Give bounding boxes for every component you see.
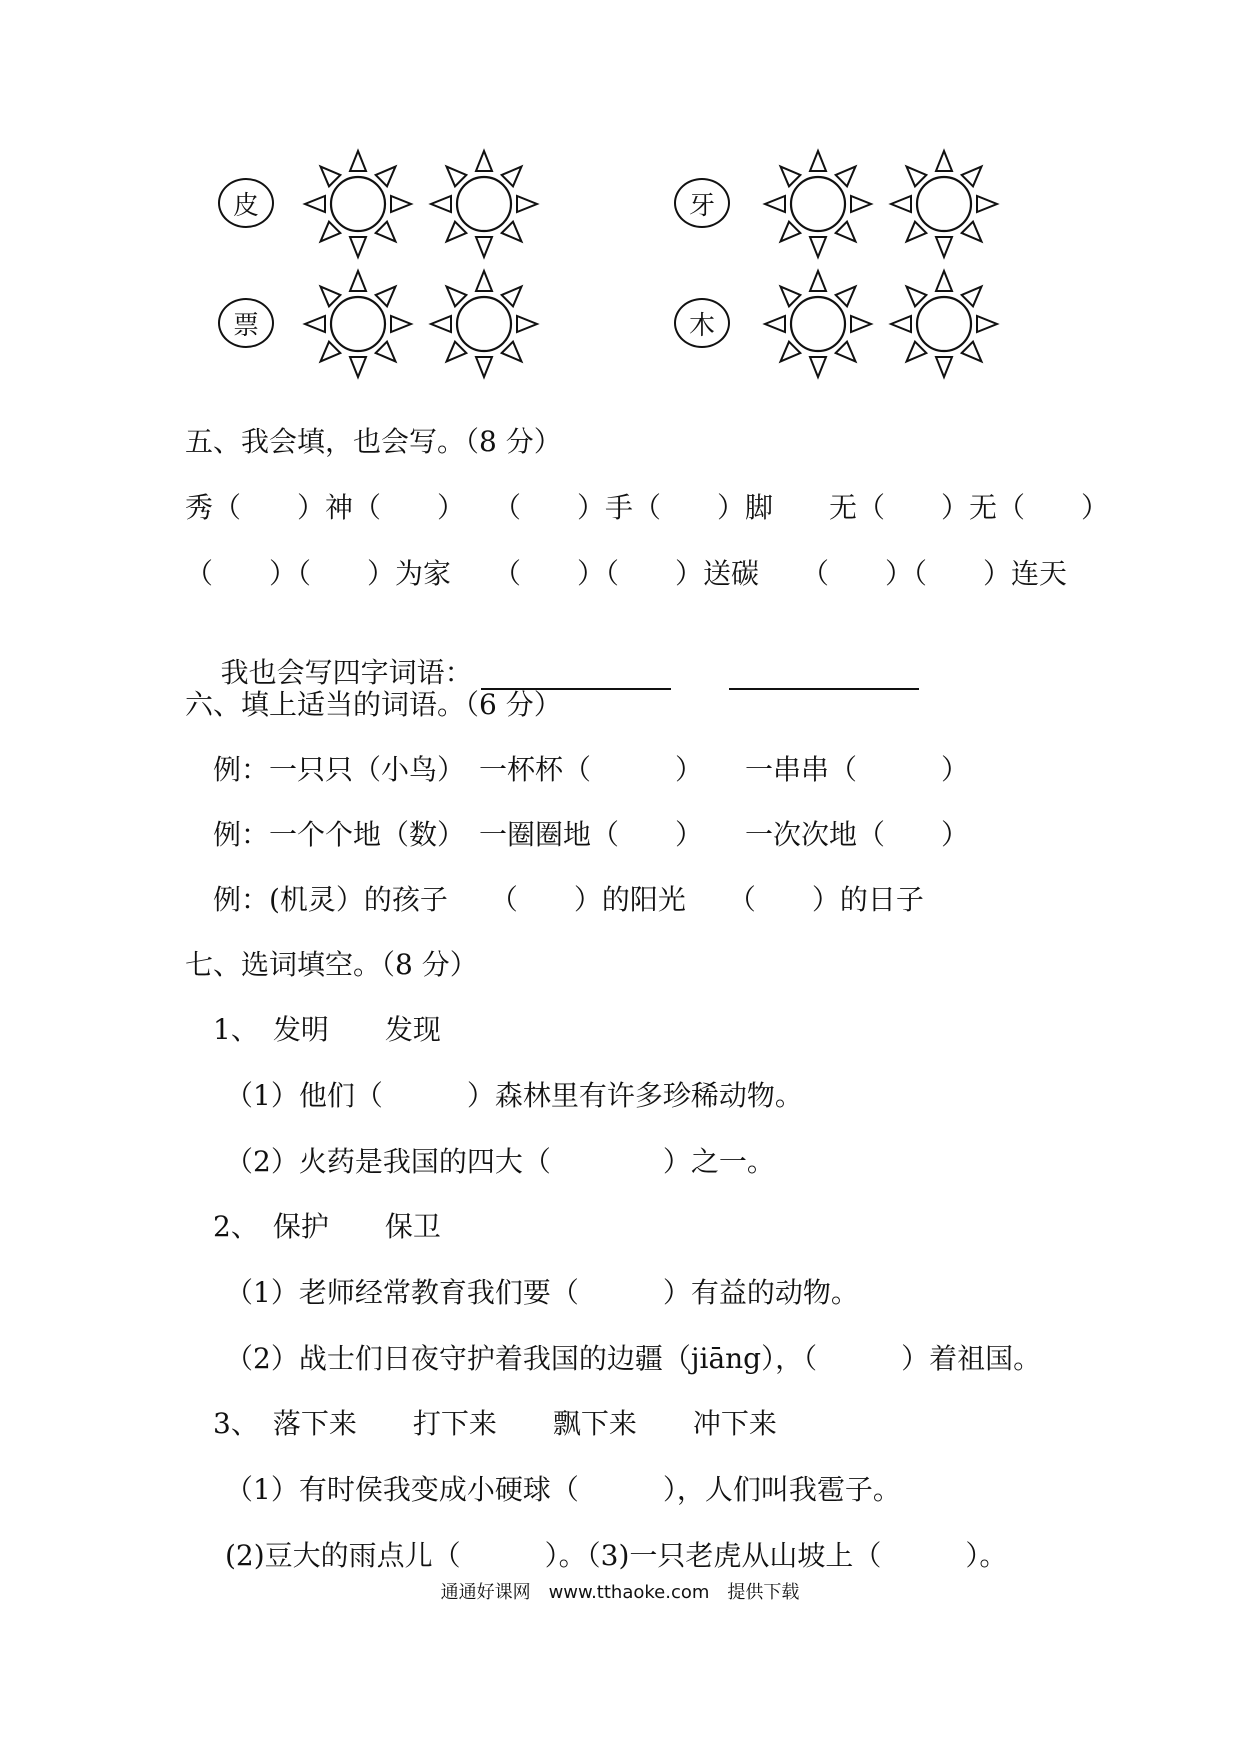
sun-ray (350, 271, 366, 291)
sun-core (457, 297, 511, 351)
sun-shape-icon (424, 144, 544, 264)
sun-ray (977, 196, 997, 212)
sun-core (917, 177, 971, 231)
sun-core (917, 297, 971, 351)
sun-ray (765, 316, 785, 332)
section-5-row-1: 秀（ ）神（ ） （ ）手（ ）脚 无（ ）无（ ） (185, 491, 1110, 524)
sun-ray (781, 222, 801, 242)
sun-ray (305, 196, 325, 212)
group-number: 1、 (213, 1013, 245, 1046)
circled-character: 牙 (674, 178, 730, 228)
sun-core (331, 297, 385, 351)
answer-blank[interactable] (481, 660, 671, 690)
section-5-title: 五、我会填，也会写。（8 分） (185, 425, 562, 458)
sun-ray (907, 342, 927, 362)
sun-ray (836, 167, 856, 187)
sun-ray (936, 151, 952, 171)
sun-core (457, 177, 511, 231)
word-choices: 保护 保卫 (272, 1210, 441, 1243)
sun-ray (447, 342, 467, 362)
sun-ray (517, 316, 537, 332)
sun-ray (962, 222, 982, 242)
fill-blank-item: （2）火药是我国的四大（ ）之一。 (225, 1145, 775, 1178)
sun-ray (891, 316, 911, 332)
sun-ray (936, 357, 952, 377)
sun-shape-icon (298, 144, 418, 264)
fill-blank-item: （2）战士们日夜守护着我国的边疆（jiāng），（ ）着祖国。 (225, 1342, 1042, 1375)
sun-ray (350, 151, 366, 171)
word-choices: 落下来 打下来 飘下来 冲下来 (272, 1407, 777, 1440)
section-6-row-1: 例：一只只（小鸟） 一杯杯（ ） 一串串（ ） (213, 753, 970, 786)
word-choices: 发明 发现 (272, 1013, 441, 1046)
footer-source: 通通好课网 www.tthaoke.com 提供下载 (440, 1582, 800, 1603)
sun-ray (431, 316, 451, 332)
sun-ray (447, 167, 467, 187)
sun-shape-icon (884, 264, 1004, 384)
fill-blank-item: (2)豆大的雨点儿（ ）。（3)一只老虎从山坡上（ ）。 (225, 1539, 1008, 1572)
sun-ray (907, 167, 927, 187)
fill-blank-item: （1）他们（ ）森林里有许多珍稀动物。 (225, 1079, 803, 1112)
sun-ray (962, 287, 982, 307)
sun-ray (391, 196, 411, 212)
sun-ray (502, 287, 522, 307)
sun-ray (836, 342, 856, 362)
section-5-row-2: （ ）（ ）为家 （ ）（ ）送碳 （ ）（ ）连天 (185, 557, 1068, 590)
circled-character: 皮 (218, 178, 274, 228)
sun-ray (350, 237, 366, 257)
sun-ray (781, 342, 801, 362)
word-choice-group-3 (213, 1407, 777, 1441)
sun-ray (962, 167, 982, 187)
sun-ray (765, 196, 785, 212)
circled-character: 票 (218, 298, 274, 348)
sun-ray (810, 271, 826, 291)
sun-ray (502, 222, 522, 242)
sun-ray (907, 287, 927, 307)
sun-ray (391, 316, 411, 332)
sun-core (791, 177, 845, 231)
sun-ray (321, 222, 341, 242)
sun-ray (431, 196, 451, 212)
sun-ray (350, 357, 366, 377)
sun-shape-icon (424, 264, 544, 384)
sun-ray (321, 167, 341, 187)
section-7-title: 七、选词填空。（8 分） (185, 948, 478, 981)
sun-shape-icon (758, 144, 878, 264)
sun-ray (502, 167, 522, 187)
sun-ray (476, 237, 492, 257)
fill-blank-item: （1）老师经常教育我们要（ ）有益的动物。 (225, 1276, 859, 1309)
sun-ray (781, 167, 801, 187)
sun-ray (936, 237, 952, 257)
sun-ray (305, 316, 325, 332)
sun-shape-icon (298, 264, 418, 384)
sun-core (791, 297, 845, 351)
sun-ray (891, 196, 911, 212)
word-choice-group-1 (213, 1013, 441, 1047)
sun-ray (810, 151, 826, 171)
group-number: 2、 (213, 1210, 245, 1243)
sun-ray (321, 342, 341, 362)
sun-ray (321, 287, 341, 307)
sun-ray (517, 196, 537, 212)
group-number: 3、 (213, 1407, 245, 1440)
word-choice-group-2 (213, 1210, 441, 1244)
sun-shape-icon (758, 264, 878, 384)
sun-ray (936, 271, 952, 291)
sun-ray (476, 271, 492, 291)
sun-ray (447, 222, 467, 242)
sun-ray (810, 357, 826, 377)
sun-ray (476, 357, 492, 377)
section-6-row-2: 例：一个个地（数） 一圈圈地（ ） 一次次地（ ） (213, 818, 970, 851)
write-idioms-label: 我也会写四字词语： (220, 656, 473, 689)
sun-ray (476, 151, 492, 171)
sun-ray (836, 222, 856, 242)
sun-shape-icon (884, 144, 1004, 264)
sun-ray (376, 222, 396, 242)
sun-ray (851, 196, 871, 212)
sun-ray (376, 342, 396, 362)
section-6-row-3: 例：(机灵）的孩子 （ ）的阳光 （ ）的日子 (213, 883, 924, 916)
section-6-title: 六、填上适当的词语。（6 分） (185, 688, 562, 721)
sun-ray (781, 287, 801, 307)
sun-core (331, 177, 385, 231)
sun-ray (836, 287, 856, 307)
sun-ray (502, 342, 522, 362)
circled-character: 木 (674, 298, 730, 348)
sun-ray (810, 237, 826, 257)
sun-ray (376, 287, 396, 307)
sun-ray (376, 167, 396, 187)
sun-ray (962, 342, 982, 362)
fill-blank-item: （1）有时侯我变成小硬球（ ），人们叫我雹子。 (225, 1473, 901, 1506)
sun-ray (447, 287, 467, 307)
sun-ray (851, 316, 871, 332)
sun-ray (907, 222, 927, 242)
sun-ray (977, 316, 997, 332)
answer-blank[interactable] (729, 660, 919, 690)
